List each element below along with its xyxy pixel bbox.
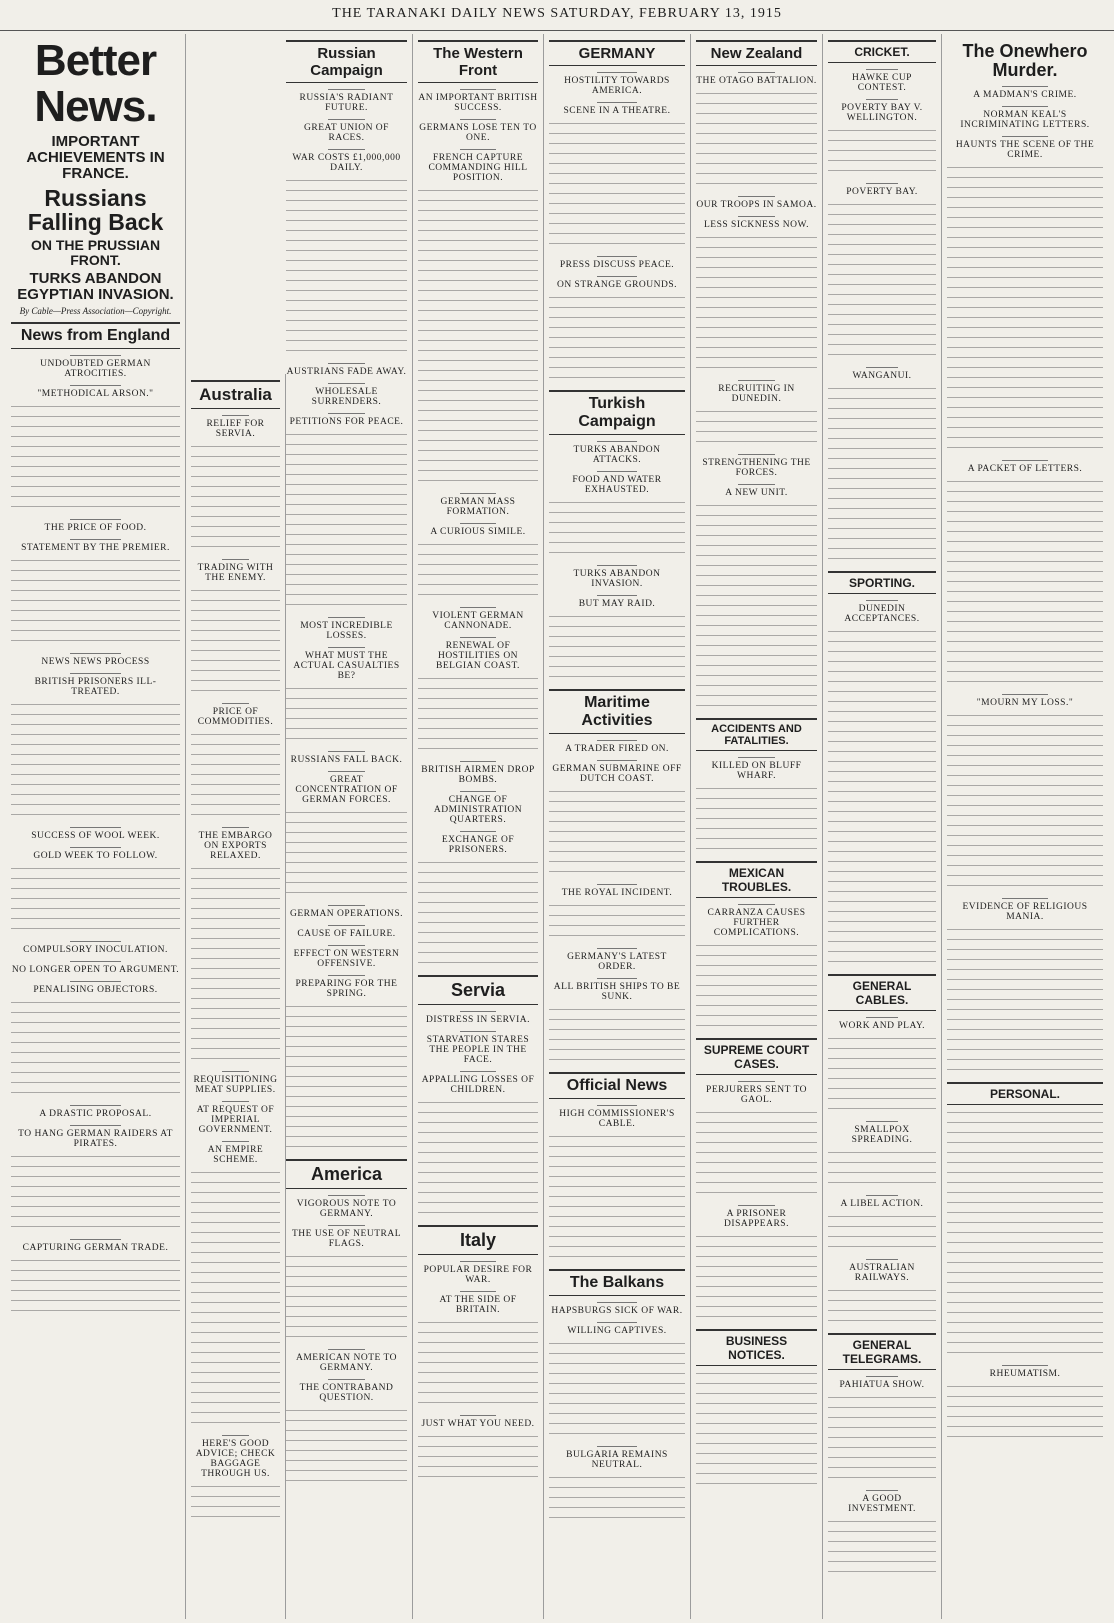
headline-prussian-front: ON THE PRUSSIAN FRONT. [30, 236, 161, 268]
subhead: EVIDENCE OF RELIGIOUS MANIA. [947, 898, 1103, 922]
subhead: GERMANS LOSE TEN TO ONE. [418, 119, 538, 143]
subhead: HAUNTS THE SCENE OF THE CRIME. [947, 136, 1103, 160]
subhead: STRENGTHENING THE FORCES. [696, 454, 817, 478]
article-text [549, 788, 685, 878]
subhead: MOST INCREDIBLE LOSSES. [286, 617, 407, 641]
article-text [418, 1099, 538, 1219]
subhead: PENALISING OBJECTORS. [11, 981, 180, 995]
article-text [191, 865, 280, 1065]
subhead: REQUISITIONING MEAT SUPPLIES. [191, 1071, 280, 1095]
subhead: PERJURERS SENT TO GAOL. [696, 1081, 817, 1105]
subhead: GERMANY'S LATEST ORDER. [549, 948, 685, 972]
subhead: BRITISH AIRMEN DROP BOMBS. [418, 761, 538, 785]
subhead: AT THE SIDE OF BRITAIN. [418, 1291, 538, 1315]
article-text [696, 90, 817, 190]
subhead: NORMAN KEAL'S INCRIMINATING LETTERS. [947, 106, 1103, 130]
section-general-cables: GENERAL CABLES. [828, 974, 936, 1011]
subhead: GERMAN SUBMARINE OFF DUTCH COAST. [549, 760, 685, 784]
article-text [418, 675, 538, 755]
subhead: HIGH COMMISSIONER'S CABLE. [549, 1105, 685, 1129]
column-5 [544, 34, 691, 1619]
subhead: POVERTY BAY V. WELLINGTON. [828, 99, 936, 123]
subhead: RECRUITING IN DUNEDIN. [696, 380, 817, 404]
article-text [828, 628, 936, 968]
section-business-notices: BUSINESS NOTICES. [696, 1329, 817, 1366]
subhead: THE OTAGO BATTALION. [696, 72, 817, 86]
subhead: PRICE OF COMMODITIES. [191, 703, 280, 727]
subhead: VIGOROUS NOTE TO GERMANY. [286, 1195, 407, 1219]
section-general-telegrams: GENERAL TELEGRAMS. [828, 1333, 936, 1370]
subhead: STARVATION STARES THE PEOPLE IN THE FACE. [418, 1031, 538, 1065]
section-italy: Italy [418, 1225, 538, 1255]
headline-russians: Russians Falling Back [27, 184, 164, 235]
section-servia: Servia [418, 975, 538, 1005]
article-text [549, 1474, 685, 1524]
article-text [828, 1149, 936, 1189]
subhead: EXCHANGE OF PRISONERS. [418, 831, 538, 855]
column-7 [823, 34, 942, 1619]
subhead: HOSTILITY TOWARDS AMERICA. [549, 72, 685, 96]
subhead: CAUSE OF FAILURE. [286, 925, 407, 939]
subhead: HAWKE CUP CONTEST. [828, 69, 936, 93]
section-personal: PERSONAL. [947, 1082, 1103, 1105]
article-text [286, 809, 407, 899]
section-official-news: Official News [549, 1072, 685, 1099]
article-text [286, 431, 407, 611]
subhead: A PRISONER DISAPPEARS. [696, 1205, 817, 1229]
subhead: THE PRICE OF FOOD. [11, 519, 180, 533]
article-text [696, 1370, 817, 1490]
article-text [549, 613, 685, 683]
article-text [696, 502, 817, 712]
subhead: A NEW UNIT. [696, 484, 817, 498]
subhead: APPALLING LOSSES OF CHILDREN. [418, 1071, 538, 1095]
subhead: CAPTURING GERMAN TRADE. [11, 1239, 180, 1253]
subhead: HAPSBURGS SICK OF WAR. [549, 1302, 685, 1316]
subhead: EFFECT ON WESTERN OFFENSIVE. [286, 945, 407, 969]
subhead: A DRASTIC PROPOSAL. [11, 1105, 180, 1119]
article-text [418, 1319, 538, 1409]
masthead: THE TARANAKI DAILY NEWS SATURDAY, FEBRUARY 13, 1915 [0, 0, 1114, 31]
subhead: TO HANG GERMAN RAIDERS AT PIRATES. [11, 1125, 180, 1149]
subhead: COMPULSORY INOCULATION. [11, 941, 180, 955]
subhead: A GOOD INVESTMENT. [828, 1490, 936, 1514]
article-text [286, 1253, 407, 1343]
subhead: GERMAN MASS FORMATION. [418, 493, 538, 517]
article-text [696, 785, 817, 855]
article-text [696, 234, 817, 374]
section-sporting: SPORTING. [828, 571, 936, 594]
article-text [11, 865, 180, 935]
score-table [828, 385, 936, 565]
subhead: A TRADER FIRED ON. [549, 740, 685, 754]
subhead: A MADMAN'S CRIME. [947, 86, 1103, 100]
column-3 [281, 34, 413, 1619]
article-text [191, 1483, 280, 1523]
subhead: NO LONGER OPEN TO ARGUMENT. [11, 961, 180, 975]
article-text [11, 1257, 180, 1317]
subhead: PAHIATUA SHOW. [828, 1376, 936, 1390]
article-text [696, 1109, 817, 1199]
subhead: GOLD WEEK TO FOLLOW. [11, 847, 180, 861]
article-text [549, 1340, 685, 1440]
subhead: WHAT MUST THE ACTUAL CASUALTIES BE? [286, 647, 407, 681]
subhead: A CURIOUS SIMILE. [418, 523, 538, 537]
subhead: GERMAN OPERATIONS. [286, 905, 407, 919]
section-accidents: ACCIDENTS AND FATALITIES. [696, 718, 817, 751]
subhead: DISTRESS IN SERVIA. [418, 1011, 538, 1025]
article-text [549, 294, 685, 384]
subhead: RHEUMATISM. [947, 1365, 1103, 1379]
subhead: BULGARIA REMAINS NEUTRAL. [549, 1446, 685, 1470]
section-cricket: CRICKET. [828, 40, 936, 63]
subhead: ON STRANGE GROUNDS. [549, 276, 685, 290]
article-text [549, 1006, 685, 1066]
section-the-balkans: The Balkans [549, 1269, 685, 1296]
subhead: NEWS NEWS PROCESS [11, 653, 180, 667]
subhead: PRESS DISCUSS PEACE. [549, 256, 685, 270]
article-text [947, 1383, 1103, 1443]
article-text [11, 999, 180, 1099]
article-text [191, 731, 280, 821]
subhead: "METHODICAL ARSON." [11, 385, 180, 399]
subhead: AN IMPORTANT BRITISH SUCCESS. [418, 89, 538, 113]
article-text [286, 685, 407, 745]
article-text [947, 478, 1103, 688]
subhead: STATEMENT BY THE PREMIER. [11, 539, 180, 553]
article-text [549, 499, 685, 559]
column-1 [6, 34, 186, 1619]
article-text [828, 1035, 936, 1115]
article-text [11, 1153, 180, 1233]
newspaper-page [6, 34, 1108, 1619]
headline-turks: TURKS ABANDON EGYPTIAN INVASION. [17, 270, 174, 304]
article-text [286, 177, 407, 357]
article-text [418, 187, 538, 487]
article-text [947, 1109, 1103, 1359]
column-4 [413, 34, 544, 1619]
subhead: SUCCESS OF WOOL WEEK. [11, 827, 180, 841]
article-text [828, 1213, 936, 1253]
article-text [828, 1287, 936, 1327]
column-6 [691, 34, 823, 1619]
section-western-front: The Western Front [418, 40, 538, 83]
article-text [191, 1169, 280, 1429]
score-table [828, 201, 936, 361]
subhead: AMERICAN NOTE TO GERMANY. [286, 1349, 407, 1373]
section-maritime-activities: Maritime Activities [549, 689, 685, 734]
subhead: RENEWAL OF HOSTILITIES ON BELGIAN COAST. [418, 637, 538, 671]
subhead: BRITISH PRISONERS ILL-TREATED. [11, 673, 180, 697]
byline: By Cable—Press Association—Copyright. [19, 305, 172, 316]
article-text [191, 443, 280, 553]
article-text [286, 1407, 407, 1487]
subhead: WAR COSTS £1,000,000 DAILY. [286, 149, 407, 173]
article-text [11, 403, 180, 513]
subhead: THE USE OF NEUTRAL FLAGS. [286, 1225, 407, 1249]
subhead: THE EMBARGO ON EXPORTS RELAXED. [191, 827, 280, 861]
subhead: AUSTRIANS FADE AWAY. [286, 363, 407, 377]
subhead: PETITIONS FOR PEACE. [286, 413, 407, 427]
subhead: RELIEF FOR SERVIA. [191, 415, 280, 439]
section-news-from-england: News from England [11, 322, 180, 349]
subhead: SMALLPOX SPREADING. [828, 1121, 936, 1145]
article-text [549, 902, 685, 942]
subhead: JUST WHAT YOU NEED. [418, 1415, 538, 1429]
subhead: OUR TROOPS IN SAMOA. [696, 196, 817, 210]
section-mexican-troubles: MEXICAN TROUBLES. [696, 861, 817, 898]
column-2 [186, 374, 286, 1619]
subhead: UNDOUBTED GERMAN ATROCITIES. [11, 355, 180, 379]
section-australia: Australia [191, 380, 280, 409]
subhead: THE CONTRABAND QUESTION. [286, 1379, 407, 1403]
subhead: WORK AND PLAY. [828, 1017, 936, 1031]
article-text [696, 942, 817, 1032]
headline-onewhero-murder: The Onewhero Murder. [962, 41, 1088, 80]
subhead: THE ROYAL INCIDENT. [549, 884, 685, 898]
subhead: A LIBEL ACTION. [828, 1195, 936, 1209]
subhead: CARRANZA CAUSES FURTHER COMPLICATIONS. [696, 904, 817, 938]
article-text [696, 408, 817, 448]
section-supreme-court: SUPREME COURT CASES. [696, 1038, 817, 1075]
column-8 [942, 34, 1108, 1619]
subhead: KILLED ON BLUFF WHARF. [696, 757, 817, 781]
subhead: AUSTRALIAN RAILWAYS. [828, 1259, 936, 1283]
article-text [828, 1394, 936, 1484]
article-text [828, 127, 936, 177]
article-text [286, 1003, 407, 1153]
subhead: PREPARING FOR THE SPRING. [286, 975, 407, 999]
article-text [418, 541, 538, 601]
subhead: AN EMPIRE SCHEME. [191, 1141, 280, 1165]
subhead: WHOLESALE SURRENDERS. [286, 383, 407, 407]
subhead: HERE'S GOOD ADVICE; CHECK BAGGAGE THROUGH US. [191, 1435, 280, 1479]
article-text [11, 701, 180, 821]
subhead: CHANGE OF ADMINISTRATION QUARTERS. [418, 791, 538, 825]
subhead: RUSSIA'S RADIANT FUTURE. [286, 89, 407, 113]
section-america: America [286, 1159, 407, 1189]
subhead: AT REQUEST OF IMPERIAL GOVERNMENT. [191, 1101, 280, 1135]
subhead: TURKS ABANDON ATTACKS. [549, 441, 685, 465]
section-russian-campaign: Russian Campaign [286, 40, 407, 83]
article-text [11, 557, 180, 647]
subhead: TRADING WITH THE ENEMY. [191, 559, 280, 583]
subhead: BUT MAY RAID. [549, 595, 685, 609]
article-text [947, 712, 1103, 892]
headline-better-news: Better News. [34, 36, 157, 132]
subhead: VIOLENT GERMAN CANNONADE. [418, 607, 538, 631]
section-turkish-campaign: Turkish Campaign [549, 390, 685, 435]
subhead: GREAT UNION OF RACES. [286, 119, 407, 143]
subhead: SCENE IN A THEATRE. [549, 102, 685, 116]
article-text [696, 1233, 817, 1323]
section-new-zealand: New Zealand [696, 40, 817, 66]
subhead: ALL BRITISH SHIPS TO BE SUNK. [549, 978, 685, 1002]
article-text [947, 926, 1103, 1076]
subhead: FOOD AND WATER EXHAUSTED. [549, 471, 685, 495]
subhead: TURKS ABANDON INVASION. [549, 565, 685, 589]
subhead: "MOURN MY LOSS." [947, 694, 1103, 708]
subhead: POPULAR DESIRE FOR WAR. [418, 1261, 538, 1285]
article-text [947, 164, 1103, 454]
article-text [549, 1133, 685, 1263]
subhead: LESS SICKNESS NOW. [696, 216, 817, 230]
subhead: GREAT CONCENTRATION OF GERMAN FORCES. [286, 771, 407, 805]
subhead: FRENCH CAPTURE COMMANDING HILL POSITION. [418, 149, 538, 183]
subhead: DUNEDIN ACCEPTANCES. [828, 600, 936, 624]
article-text [191, 587, 280, 697]
article-text [828, 1518, 936, 1578]
subhead: A PACKET OF LETTERS. [947, 460, 1103, 474]
article-text [418, 1433, 538, 1483]
headline-achievements: IMPORTANT ACHIEVEMENTS IN FRANCE. [26, 133, 165, 182]
article-text [418, 859, 538, 969]
subhead: POVERTY BAY. [828, 183, 936, 197]
article-text [549, 120, 685, 250]
section-germany: GERMANY [549, 40, 685, 66]
subhead: WANGANUI. [828, 367, 936, 381]
subhead: WILLING CAPTIVES. [549, 1322, 685, 1336]
subhead: RUSSIANS FALL BACK. [286, 751, 407, 765]
